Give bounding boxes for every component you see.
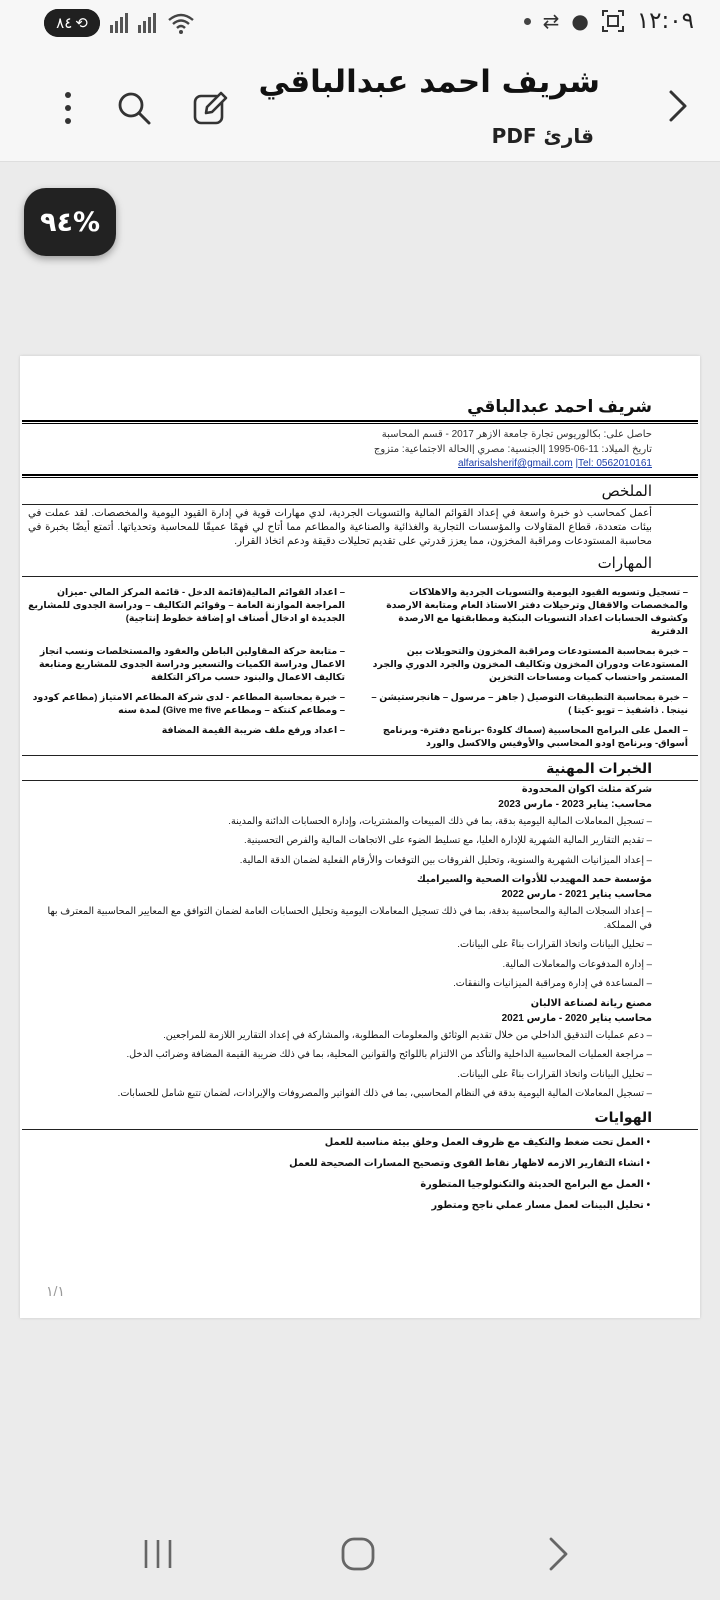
job-duty: – تسجيل المعاملات المالية اليومية بدقة في النظام المحاسبي، بما في ذلك الفواتير والمصروفات والإيرادات، لضمان تتبع شامل للحسابات.: [117, 1088, 652, 1099]
battery-indicator: [44, 9, 100, 37]
skill-item: – العمل على البرامج المحاسبية (سماك كلود6 -برنامج دفترة- وبرنامج أسواق- وبرنامج اودو المحاسبي والأوفيس والاكسل والورد: [382, 723, 688, 748]
divider: [22, 780, 698, 781]
job-duty: – تحليل البيانات واتخاذ القرارات بناءً على البيانات.: [457, 939, 652, 950]
app-subtitle: قارئ PDF: [491, 124, 594, 148]
job-duty: – مراجعة العمليات المحاسبية الداخلية والتأكد من الالتزام باللوائح والقوانين المحلية، بما في ذلك ضريبة القيمة المضافة وضرائب الدخل.: [126, 1049, 652, 1060]
job-duty: – تقديم التقارير المالية الشهرية للإدارة العليا، مع تسليط الضوء على الاتجاهات المالية والفرص التحسينية.: [244, 835, 652, 846]
skill-item: – اعداد القوائم المالية(قائمة الدخل - قائمة المركز المالي -ميزان المراجعة الموازنة العامة – وقوائم التكاليف – ودراسة الجدوى للمشاريع الجديدة او ادخال أصناف او إضافة خطوط إنتاجية): [28, 585, 345, 623]
document-title: شريف احمد عبدالباقي: [258, 64, 600, 100]
screenshot-icon: [601, 9, 625, 33]
back-icon[interactable]: [536, 1532, 580, 1576]
sync-icon: ⇄: [542, 9, 560, 33]
battery-icon: ⟲: [75, 14, 88, 32]
edit-icon[interactable]: [190, 88, 230, 128]
recent-apps-icon[interactable]: [136, 1532, 180, 1576]
skill-item: – متابعة حركة المقاولين الباطن والعقود والمستخلصات ونسب انجاز الاعمال ودراسة الكميات والتسعير ودراسة الجدوى للمشاريع ومتابعة تكاليف الاعمال والبنود حسب مراكز التكلفة: [38, 644, 345, 682]
wifi-icon: [166, 11, 196, 35]
status-left: [44, 9, 196, 37]
resume-name: شريف احمد عبدالباقي: [467, 397, 652, 416]
status-right: [524, 8, 694, 34]
skill-item: – خبرة بمحاسبة المطاعم - لدى شركة المطاعم الامتياز (مطاعم كودود – ومطاعم كنتكة – ومطاعم Give me five) لمدة سنه: [32, 690, 345, 715]
divider: [22, 420, 698, 424]
notification-dot-icon: [524, 18, 531, 25]
divider: [22, 504, 698, 505]
battery-level: ٨٤: [56, 14, 73, 32]
job-duty: – إدارة المدفوعات والمعاملات المالية.: [502, 958, 652, 970]
hobby-item: • انشاء التقارير الازمه لاظهار نقاط القوى وتصحيح المسارات الصحيحة للعمل: [289, 1157, 650, 1169]
skill-item: – اعداد ورفع ملف ضريبة القيمة المضافة: [161, 723, 345, 735]
job-role: محاسب: يناير 2023 - مارس 2023: [498, 798, 652, 810]
job-duty: – تسجيل المعاملات المالية اليومية بدقة، بما في ذلك المبيعات والمشتريات، وإدارة الحسابات الدائنة والمدينة.: [228, 815, 652, 827]
divider: [22, 474, 698, 478]
company-name: شركة مثلث اكوان المحدودة: [521, 783, 652, 795]
more-options-icon[interactable]: [48, 88, 88, 128]
search-icon[interactable]: [114, 88, 154, 128]
message-icon: ●: [571, 9, 589, 33]
hobby-item: • تحليل البينات لعمل مسار عملي ناجح ومتطور: [431, 1199, 650, 1211]
job-duty: – تحليل البيانات واتخاذ القرارات بناءً على البيانات.: [457, 1068, 652, 1080]
job-role: محاسب يناير 2020 - مارس 2021: [501, 1012, 652, 1024]
summary-heading: الملخص: [601, 482, 652, 500]
personal-info-line: تاريخ الميلاد: 11-06-1995 |الجنسية: مصري |الحالة الاجتماعية: متزوج: [373, 443, 652, 455]
pdf-page[interactable]: [20, 356, 700, 1318]
company-name: مصنع ريانة لصناعة الالبان: [530, 997, 652, 1009]
status-bar: [0, 0, 720, 46]
zoom-level-badge: %٩٤: [24, 188, 116, 256]
clock: ١٢:٠٩: [636, 8, 694, 34]
contact-line: [22, 457, 698, 472]
signal-icon: [138, 13, 156, 33]
job-duty: – دعم عمليات التدقيق الداخلي من خلال تقديم الوثائق والمعلومات المطلوبة، والمشاركة في إعداد التقارير اللازمة للمراجعين.: [163, 1029, 652, 1041]
app-bar: [0, 46, 720, 162]
company-name: مؤسسة حمد المهيدب للأدوات الصحية والسيراميك: [416, 874, 652, 885]
divider: [22, 755, 698, 756]
job-entry: [22, 873, 698, 991]
job-entry: [22, 783, 698, 868]
hobbies-heading: الهوايات: [594, 1108, 652, 1125]
job-role: محاسب يناير 2021 - مارس 2022: [501, 889, 652, 900]
navigation-bar: [0, 1504, 720, 1600]
phone-link[interactable]: |Tel: 0562010161: [575, 458, 652, 469]
divider: [22, 576, 698, 577]
job-duty: – إعداد السجلات المالية والمحاسبية بدقة، بما في ذلك تسجيل المعاملات اليومية وتحليل الحسابات العامة لضمان التوافق مع المعايير المحاسبية المعترف بها في المملكة.: [47, 906, 652, 931]
summary-text: أعمل كمحاسب ذو خبرة واسعة في إعداد القوائم المالية والتسويات الجردية، لدي مهارات قوية في إدارة القيود اليومية والمخصصات. لقد عملت في بيئات متعددة، قطاع المقاولات والمؤسسات التجارية والغذائية والصناعية والمطاعم مما أتاح لي فهمًا عميقًا للمحاسبة وتحدياتها. أتمتع أيضًا بخبرة في محاسبة المستودعات ومراقبة المخزون، مما يعزز قدرتي على تقديم تحليلات دقيقة ودعم اتخاذ القرار.: [28, 507, 652, 547]
skills-list: [22, 581, 698, 753]
email-link[interactable]: alfarisalsherif@gmail.com: [458, 458, 573, 469]
hobby-item: • العمل تحت ضغط والتكيف مع ظروف العمل وخلق بيئة مناسبة للعمل: [324, 1136, 650, 1148]
signal-icon: [110, 13, 128, 33]
skills-heading: المهارات: [597, 554, 652, 572]
skill-item: – تسجيل وتسويه القيود اليومية والتسويات الجردية والاهلاكات والمخصصات والاقفال وترحيلات دفتر الاستاذ العام ومتابعة الارصدة وكشوف الحسابات اعداد التسويات البنكية ومطابقتها مع الارصدة الدفترية: [386, 585, 688, 636]
hobby-item: • العمل مع البرامج الحديثة والتكنولوجيا المتطورة: [420, 1178, 650, 1190]
education-line: حاصل على: بكالوريوس تجارة جامعة الازهر 2017 - قسم المحاسبة: [381, 429, 652, 440]
job-entry: [22, 997, 698, 1101]
skill-item: – خبرة بمحاسبة التطبيقات التوصيل ( جاهز – مرسول – هانجرستيشن – نينجا . ذاشفيذ – تويو -كيتا ): [371, 690, 688, 715]
skill-item: – خبرة بمحاسبة المستودعات ومراقبة المخزون والتحويلات بين المستودعات ودوران المخزون وتكاليف المخزون والجرد الدوري والجرد المستمر واحتساب كميات ومساحات التخزين: [372, 644, 688, 682]
home-icon[interactable]: [336, 1532, 380, 1576]
divider: [22, 1129, 698, 1130]
job-duty: – إعداد الميزانيات الشهرية والسنوية، وتحليل الفروقات بين التوقعات والأرقام الفعلية لضمان الدقة المالية.: [239, 854, 652, 866]
job-duty: – المساعدة في إدارة ومراقبة الميزانيات والنفقات.: [453, 978, 652, 989]
back-chevron-icon[interactable]: [658, 86, 698, 126]
experience-heading: الخبرات المهنية: [546, 759, 652, 776]
page-number: ١/١: [46, 1283, 65, 1299]
